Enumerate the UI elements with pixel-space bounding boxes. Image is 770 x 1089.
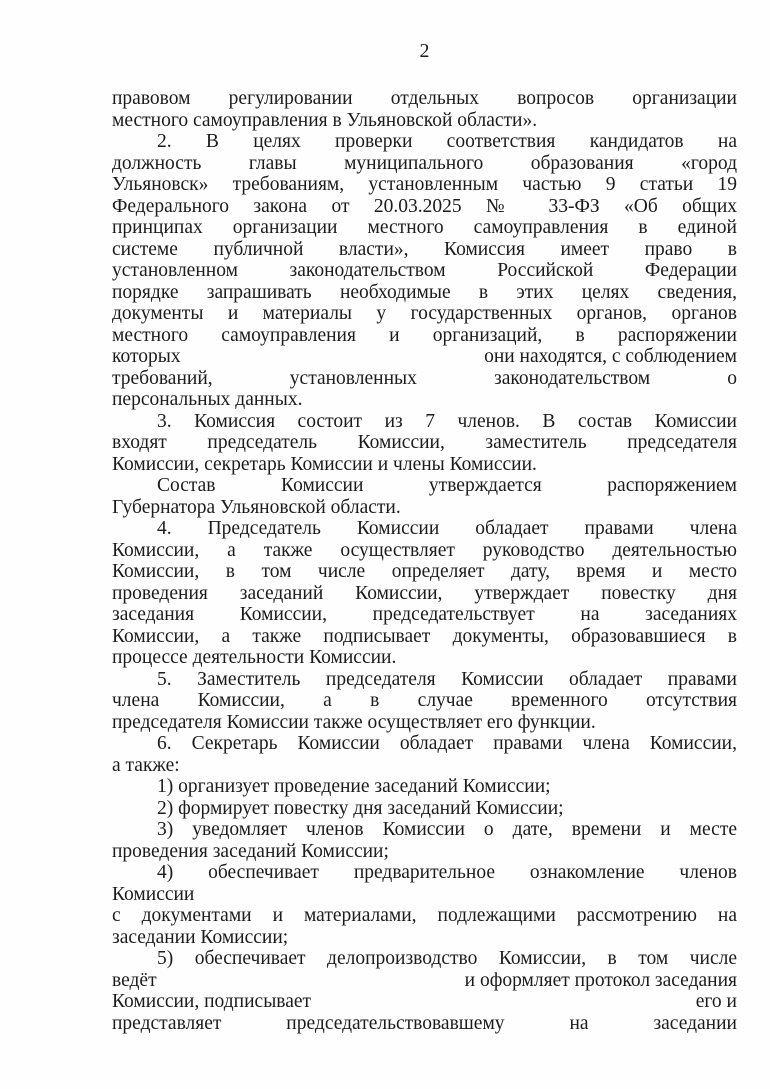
document-line: а также: xyxy=(112,754,180,776)
document-line xyxy=(112,970,737,992)
document-line: заседания Комиссии, председательствует на заседаниях xyxy=(112,604,737,625)
document-line: с документами и материалами, подлежащими рассмотрению на xyxy=(112,905,737,926)
document-line xyxy=(112,346,737,368)
document-line: Комиссии, а также подписывает документы, образовавшиеся в xyxy=(112,625,737,647)
document-line: документы и материалы у государственных органов, органов xyxy=(112,303,737,324)
line-segment: ведёт xyxy=(112,969,157,991)
document-line: Губернатора Ульяновской области. xyxy=(112,496,401,518)
line-segment: его и xyxy=(695,991,737,1012)
document-line: представляет председательствовавшему на заседании xyxy=(112,1012,737,1034)
document-line: 2. В целях проверки соответствия кандидатов на xyxy=(157,131,737,152)
document-line: проведения заседаний Комиссии, утверждает повестку дня xyxy=(112,582,737,604)
document-body xyxy=(112,88,737,1034)
document-line: правовом регулировании отдельных вопросов организации xyxy=(112,88,737,109)
document-line: Ульяновск» требованиям, установленным частью 9 статьи 19 xyxy=(112,174,737,195)
document-line: заседании Комиссии; xyxy=(112,926,289,948)
document-line: Состав Комиссии утверждается распоряжением xyxy=(157,475,737,496)
document-line: 3. Комиссия состоит из 7 членов. В состав Комиссии xyxy=(157,410,737,432)
document-line: порядке запрашивать необходимые в этих целях сведения, xyxy=(112,281,737,303)
document-line xyxy=(112,991,737,1013)
document-line: 4. Председатель Комиссии обладает правами члена xyxy=(157,518,737,539)
document-line: председателя Комиссии также осуществляет его функции. xyxy=(112,711,596,733)
document-line: установленном законодательством Российской Федерации xyxy=(112,260,737,281)
document-line: принципах организации местного самоуправления в единой xyxy=(112,217,737,238)
document-line: 5) обеспечивает делопроизводство Комиссии, в том числе xyxy=(157,948,737,969)
document-line: 6. Секретарь Комиссии обладает правами члена Комиссии, xyxy=(157,733,737,754)
document-line: местного самоуправления в Ульяновской области». xyxy=(112,109,538,131)
document-line: проведения заседаний Комиссии; xyxy=(112,840,389,862)
document-line: должность главы муниципального образования «город xyxy=(112,152,737,174)
document-line: входят председатель Комиссии, заместитель председателя xyxy=(112,432,737,453)
document-line: Комиссии, а также осуществляет руководство деятельностью xyxy=(112,539,737,561)
document-line: Комиссии, в том числе определяет дату, время и место xyxy=(112,561,737,582)
document-line: 5. Заместитель председателя Комиссии обладает правами xyxy=(157,668,737,690)
line-segment: Комиссии, подписывает xyxy=(112,991,312,1012)
line-segment: и оформляет протокол заседания xyxy=(464,969,737,991)
document-line: 3) уведомляет членов Комиссии о дате, времени и месте xyxy=(157,819,737,840)
document-line: требований, установленных законодательством о xyxy=(112,367,737,389)
line-segment: они находятся, с соблюдением xyxy=(484,346,737,367)
document-line: 4) обеспечивает предварительное ознакомление членов xyxy=(157,862,737,883)
document-line: процессе деятельности Комиссии. xyxy=(112,647,397,668)
document-line: Комиссии, секретарь Комиссии и члены Комиссии. xyxy=(112,453,537,475)
document-line: члена Комиссии, а в случае временного отсутствия xyxy=(112,690,737,711)
line-segment: которых xyxy=(112,346,181,367)
document-line: персональных данных. xyxy=(112,389,303,410)
document-line: 1) организует проведение заседаний Комиссии; xyxy=(157,776,551,797)
document-line: Федерального закона от 20.03.2025 № 33-ФЗ «Об общих xyxy=(112,195,737,217)
document-line: 2) формирует повестку дня заседаний Комиссии; xyxy=(157,797,564,819)
document-line: системе публичной власти», Комиссия имеет право в xyxy=(112,238,737,260)
document-line: Комиссии xyxy=(112,883,195,905)
document-line: местного самоуправления и организаций, в распоряжении xyxy=(112,324,737,346)
page-number: 2 xyxy=(419,40,430,62)
